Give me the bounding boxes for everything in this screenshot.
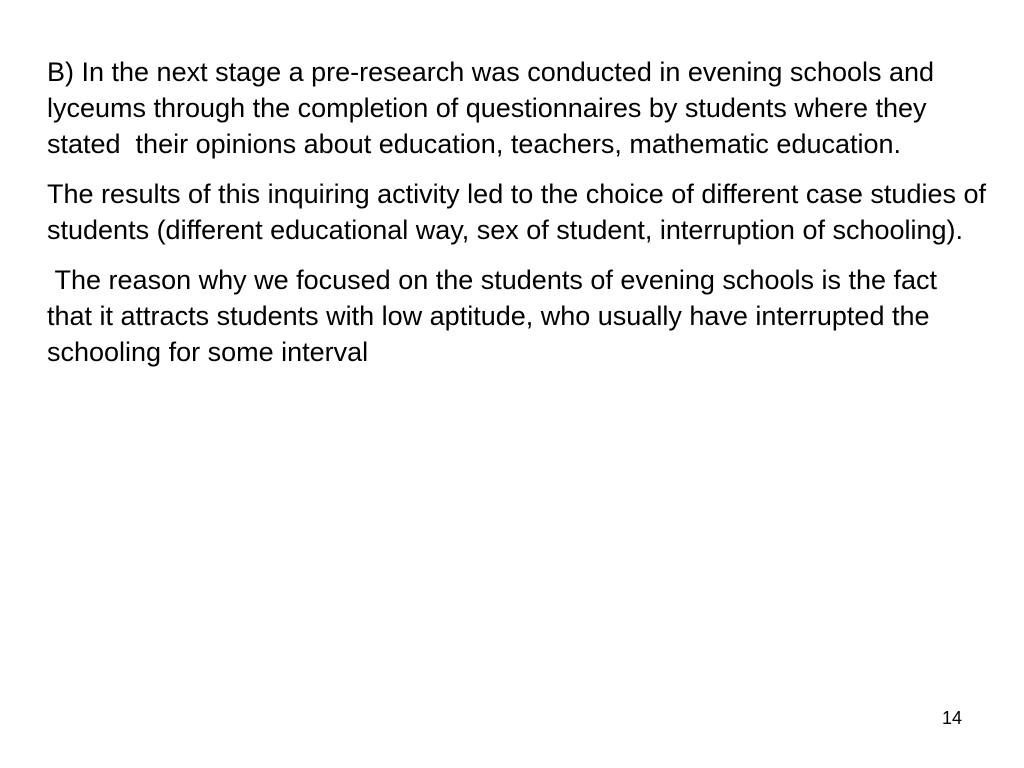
paragraph-reason: The reason why we focused on the students of evening schools is the fact that it attracts students with low aptitude, who usually have interrupted the schooling for some interval [47,265,945,367]
paragraph-pre-research: B) In the next stage a pre-research was conducted in evening schools and lyceums through the completion of questionnaires by students where they stated their opinions about education, teachers, mathematic education. [47,57,942,159]
paragraph-results: The results of this inquiring activity led to the choice of different case studies of students (different educational way, sex of student, interruption of schooling). [47,179,994,245]
page-number: 14 [941,708,962,728]
slide-body [47,54,994,384]
